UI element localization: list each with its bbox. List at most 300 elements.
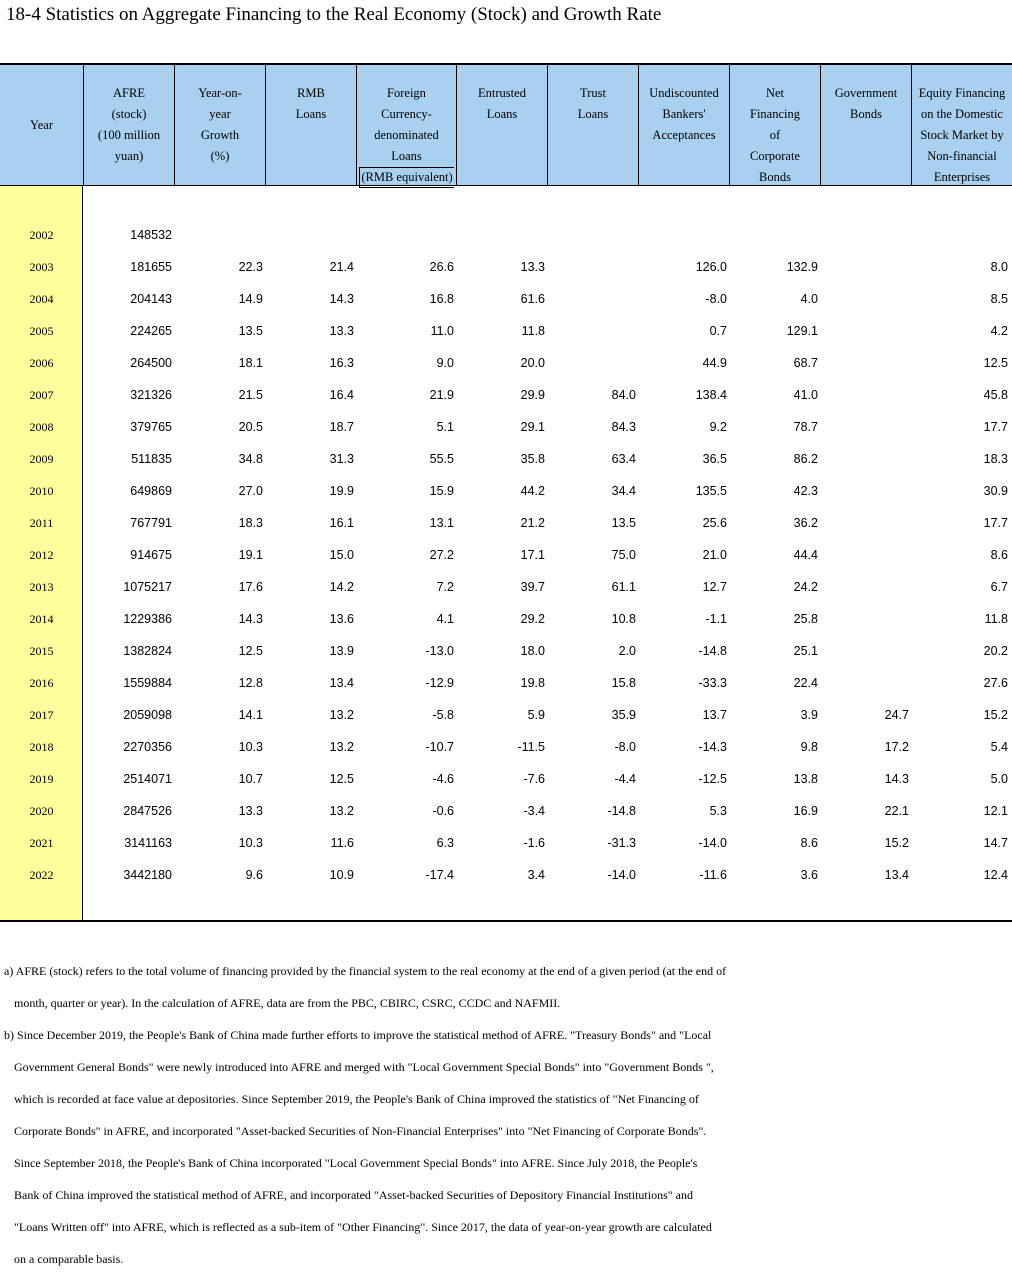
cell-bankers: 13.7 <box>702 708 727 722</box>
cell-equity: 5.0 <box>990 772 1008 786</box>
row-year: 2011 <box>29 516 54 530</box>
cell-bankers: 126.0 <box>695 260 727 274</box>
table-row <box>0 859 1012 891</box>
table-row <box>0 443 1012 475</box>
table-bottom-rule <box>0 920 1012 922</box>
cell-entrusted: 39.7 <box>520 580 545 594</box>
header-equity-line: Enterprises <box>933 170 991 184</box>
footnote-line: which is recorded at face value at depositories. Since September 2019, the People's Bank of China improved the statistics of "Net Financing of <box>14 1092 699 1106</box>
header-yoy-line: (%) <box>210 149 230 163</box>
row-year: 2013 <box>29 580 54 594</box>
cell-entrusted <box>456 219 545 251</box>
cell-bonds: 3.9 <box>800 708 818 722</box>
cell-fx <box>356 219 454 251</box>
header-equity <box>911 65 1012 185</box>
cell-bankers: -14.3 <box>698 740 727 754</box>
cell-rmb: 13.6 <box>329 612 354 626</box>
row-year: 2002 <box>29 228 54 242</box>
cell-yoy: 18.1 <box>238 356 263 370</box>
cell-trust <box>547 251 636 283</box>
row-year: 2009 <box>29 452 54 466</box>
cell-trust: 15.8 <box>611 676 636 690</box>
cell-yoy: 14.3 <box>238 612 263 626</box>
cell-trust: 84.0 <box>611 388 636 402</box>
cell-equity: 5.4 <box>990 740 1008 754</box>
cell-rmb: 10.9 <box>329 868 354 882</box>
cell-gov <box>820 507 909 539</box>
header-year-line: Year <box>29 117 54 132</box>
cell-bankers: -14.0 <box>698 836 727 850</box>
header-equity-line: on the Domestic <box>921 107 1003 121</box>
table-row <box>0 507 1012 539</box>
cell-gov: 15.2 <box>884 836 909 850</box>
table-row <box>0 827 1012 859</box>
cell-afre: 2059098 <box>123 708 172 722</box>
header-fx-line: Foreign <box>387 86 426 100</box>
cell-yoy: 14.9 <box>238 292 263 306</box>
cell-yoy: 12.5 <box>238 644 263 658</box>
cell-bonds: 16.9 <box>793 804 818 818</box>
header-rmb <box>265 65 356 185</box>
row-year: 2007 <box>29 388 54 402</box>
cell-fx: 7.2 <box>436 580 454 594</box>
cell-equity: 20.2 <box>983 644 1008 658</box>
cell-equity: 18.3 <box>983 452 1008 466</box>
cell-afre: 379765 <box>130 420 172 434</box>
cell-fx: -12.9 <box>425 676 454 690</box>
header-bankers-line: Acceptances <box>652 128 716 142</box>
cell-afre: 2847526 <box>123 804 172 818</box>
cell-fx: 26.6 <box>429 260 454 274</box>
cell-fx: 4.1 <box>436 612 454 626</box>
cell-equity: 12.4 <box>983 868 1008 882</box>
cell-trust: 61.1 <box>611 580 636 594</box>
table-row <box>0 475 1012 507</box>
cell-entrusted: 29.9 <box>520 388 545 402</box>
cell-entrusted: 19.8 <box>520 676 545 690</box>
cell-trust: 63.4 <box>611 452 636 466</box>
cell-afre: 511835 <box>131 452 172 466</box>
cell-entrusted: 44.2 <box>520 484 545 498</box>
cell-bankers: -1.1 <box>705 612 727 626</box>
cell-equity: 12.1 <box>983 804 1008 818</box>
cell-afre: 204143 <box>130 292 172 306</box>
row-year: 2022 <box>29 868 54 882</box>
cell-fx: 27.2 <box>429 548 454 562</box>
cell-fx: -4.6 <box>432 772 454 786</box>
table-row <box>0 315 1012 347</box>
cell-yoy: 9.6 <box>245 868 263 882</box>
cell-yoy: 14.1 <box>238 708 263 722</box>
statistics-table <box>0 63 1012 923</box>
cell-yoy: 34.8 <box>238 452 263 466</box>
table-row <box>0 379 1012 411</box>
cell-yoy: 22.3 <box>238 260 263 274</box>
cell-equity: 4.2 <box>990 324 1008 338</box>
cell-gov: 24.7 <box>884 708 909 722</box>
footnote-line: "Loans Written off" into AFRE, which is reflected as a sub-item of "Other Financing". Since 2017, the data of year-on-year growth are calculated <box>14 1220 712 1234</box>
cell-bonds: 3.6 <box>800 868 818 882</box>
header-fx-line: Loans <box>391 149 422 163</box>
footnote-line: month, quarter or year). In the calculation of AFRE, data are from the PBC, CBIRC, CSRC, CCDC and NAFMII. <box>14 996 561 1010</box>
cell-gov: 13.4 <box>884 868 909 882</box>
cell-bonds: 25.8 <box>793 612 818 626</box>
cell-trust: 13.5 <box>611 516 636 530</box>
cell-entrusted: -11.5 <box>517 740 545 754</box>
cell-bonds: 24.2 <box>793 580 818 594</box>
cell-trust <box>547 219 636 251</box>
header-entrusted-line: Entrusted <box>478 86 526 100</box>
cell-bonds: 13.8 <box>793 772 818 786</box>
cell-entrusted: 11.8 <box>521 324 545 338</box>
row-year: 2005 <box>29 324 54 338</box>
cell-afre: 224265 <box>130 324 172 338</box>
cell-equity: 45.8 <box>983 388 1008 402</box>
header-afre-line: AFRE <box>113 86 145 100</box>
cell-gov: 22.1 <box>884 804 909 818</box>
table-row <box>0 539 1012 571</box>
header-afre-line: (100 million <box>97 128 161 142</box>
header-fx-line: Currency- <box>381 107 432 121</box>
cell-rmb: 13.2 <box>329 804 354 818</box>
cell-bankers: 138.4 <box>695 388 727 402</box>
header-bonds-line: of <box>769 128 781 142</box>
header-yoy <box>174 65 265 185</box>
cell-fx: -0.6 <box>432 804 454 818</box>
cell-afre: 1382824 <box>123 644 172 658</box>
header-trust <box>547 65 638 185</box>
table-row <box>0 667 1012 699</box>
cell-equity: 30.9 <box>983 484 1008 498</box>
table-row <box>0 347 1012 379</box>
cell-rmb <box>265 219 354 251</box>
cell-entrusted: 20.0 <box>520 356 545 370</box>
cell-equity: 14.7 <box>983 836 1008 850</box>
cell-trust: 75.0 <box>611 548 636 562</box>
cell-afre: 914675 <box>130 548 172 562</box>
cell-entrusted: -3.4 <box>523 804 545 818</box>
header-gov <box>820 65 911 185</box>
cell-entrusted: 29.1 <box>520 420 545 434</box>
cell-rmb: 13.9 <box>329 644 354 658</box>
row-year: 2006 <box>29 356 54 370</box>
cell-afre: 2270356 <box>123 740 172 754</box>
cell-bonds: 4.0 <box>800 292 818 306</box>
header-afre-line: yuan) <box>114 149 144 163</box>
cell-gov <box>820 443 909 475</box>
cell-trust: -14.8 <box>607 804 636 818</box>
cell-entrusted: 61.6 <box>520 292 545 306</box>
cell-afre: 264500 <box>130 356 172 370</box>
table-row <box>0 283 1012 315</box>
cell-trust: 10.8 <box>611 612 636 626</box>
cell-bonds: 9.8 <box>800 740 818 754</box>
cell-equity: 8.6 <box>990 548 1008 562</box>
cell-equity: 11.8 <box>984 612 1008 626</box>
footnote-line: on a comparable basis. <box>14 1252 124 1266</box>
cell-gov <box>820 219 909 251</box>
cell-rmb: 31.3 <box>329 452 354 466</box>
cell-equity: 17.7 <box>983 420 1008 434</box>
cell-afre: 1559884 <box>123 676 172 690</box>
row-year: 2014 <box>29 612 54 626</box>
cell-gov: 14.3 <box>884 772 909 786</box>
cell-afre: 649869 <box>130 484 172 498</box>
cell-yoy: 10.3 <box>238 740 263 754</box>
header-fx-line: denominated <box>374 128 439 142</box>
cell-rmb: 13.3 <box>329 324 354 338</box>
header-entrusted-line: Loans <box>486 107 518 121</box>
header-yoy-line: Year-on- <box>198 86 242 100</box>
row-year: 2004 <box>29 292 54 306</box>
cell-rmb: 15.0 <box>329 548 354 562</box>
cell-equity: 15.2 <box>983 708 1008 722</box>
cell-rmb: 14.3 <box>329 292 354 306</box>
cell-bonds: 44.4 <box>793 548 818 562</box>
cell-bonds: 22.4 <box>793 676 818 690</box>
cell-fx: 6.3 <box>436 836 454 850</box>
cell-afre: 321326 <box>130 388 172 402</box>
cell-entrusted: 3.4 <box>527 868 545 882</box>
cell-rmb: 19.9 <box>329 484 354 498</box>
table-row <box>0 219 1012 251</box>
cell-afre: 2514071 <box>123 772 172 786</box>
cell-trust: -8.0 <box>614 740 636 754</box>
cell-bankers: -33.3 <box>698 676 727 690</box>
cell-bankers: 21.0 <box>702 548 727 562</box>
cell-bonds: 25.1 <box>793 644 818 658</box>
row-year: 2015 <box>29 644 54 658</box>
cell-bankers: 9.2 <box>709 420 727 434</box>
cell-bonds: 86.2 <box>793 452 818 466</box>
cell-gov <box>820 667 909 699</box>
cell-bankers: -14.8 <box>698 644 727 658</box>
cell-bankers: 135.5 <box>695 484 727 498</box>
header-gov-line: Bonds <box>850 107 882 121</box>
cell-fx: 9.0 <box>436 356 454 370</box>
cell-yoy: 18.3 <box>238 516 263 530</box>
cell-equity: 8.5 <box>990 292 1008 306</box>
header-yoy-line: year <box>209 107 231 121</box>
cell-entrusted: 29.2 <box>520 612 545 626</box>
cell-afre: 767791 <box>130 516 172 530</box>
cell-entrusted: -7.6 <box>523 772 545 786</box>
cell-gov <box>820 283 909 315</box>
cell-yoy: 12.8 <box>238 676 263 690</box>
table-row <box>0 251 1012 283</box>
cell-bonds: 42.3 <box>793 484 818 498</box>
table-header <box>0 65 1012 186</box>
cell-rmb: 13.2 <box>329 708 354 722</box>
header-fx-line: (RMB equivalent) <box>359 167 453 188</box>
row-year: 2017 <box>29 708 54 722</box>
cell-bankers: 0.7 <box>709 324 727 338</box>
cell-fx: -13.0 <box>425 644 454 658</box>
cell-entrusted: -1.6 <box>523 836 545 850</box>
row-year: 2020 <box>29 804 54 818</box>
cell-bankers: 25.6 <box>702 516 727 530</box>
header-bonds-line: Corporate <box>750 149 800 163</box>
footnote-line: a) AFRE (stock) refers to the total volume of financing provided by the financial system to the real economy at the end of a given period (at the end of <box>4 964 727 978</box>
cell-bankers: -12.5 <box>698 772 727 786</box>
page-title: 18-4 Statistics on Aggregate Financing to the Real Economy (Stock) and Growth Rate <box>6 4 662 25</box>
cell-afre: 3141163 <box>124 836 172 850</box>
cell-afre: 181655 <box>130 260 172 274</box>
table-row <box>0 763 1012 795</box>
cell-yoy: 27.0 <box>238 484 263 498</box>
cell-rmb: 16.3 <box>329 356 354 370</box>
cell-rmb: 11.6 <box>330 836 354 850</box>
cell-entrusted: 18.0 <box>520 644 545 658</box>
cell-fx: 5.1 <box>436 420 454 434</box>
cell-trust <box>547 315 636 347</box>
header-afre-line: (stock) <box>111 107 147 121</box>
header-equity-line: Non-financial <box>927 149 997 163</box>
cell-rmb: 16.1 <box>329 516 354 530</box>
table-row <box>0 795 1012 827</box>
cell-bonds: 132.9 <box>786 260 818 274</box>
header-entrusted <box>456 65 547 185</box>
cell-bonds: 129.1 <box>786 324 818 338</box>
row-year: 2010 <box>29 484 54 498</box>
cell-bonds: 68.7 <box>793 356 818 370</box>
cell-fx: 15.9 <box>429 484 454 498</box>
cell-fx: 11.0 <box>430 324 454 338</box>
cell-gov <box>820 315 909 347</box>
cell-gov <box>820 251 909 283</box>
cell-fx: -17.4 <box>425 868 454 882</box>
cell-equity <box>911 219 1008 251</box>
row-year: 2008 <box>29 420 54 434</box>
cell-trust: -4.4 <box>614 772 636 786</box>
cell-bankers: 36.5 <box>702 452 727 466</box>
cell-trust: -31.3 <box>607 836 636 850</box>
cell-trust: -14.0 <box>607 868 636 882</box>
cell-afre: 3442180 <box>123 868 172 882</box>
cell-fx: 55.5 <box>429 452 454 466</box>
cell-trust <box>547 283 636 315</box>
cell-gov <box>820 539 909 571</box>
cell-yoy: 19.1 <box>238 548 263 562</box>
row-year: 2019 <box>29 772 54 786</box>
cell-bonds: 78.7 <box>793 420 818 434</box>
cell-entrusted: 21.2 <box>520 516 545 530</box>
cell-gov <box>820 635 909 667</box>
header-gov-line: Government <box>834 86 898 100</box>
header-equity-line: Stock Market by <box>920 128 1004 142</box>
cell-rmb: 21.4 <box>329 260 354 274</box>
cell-entrusted: 13.3 <box>520 260 545 274</box>
cell-afre: 1229386 <box>123 612 172 626</box>
header-yoy-line: Growth <box>200 128 240 142</box>
header-trust-line: Trust <box>580 86 606 100</box>
cell-bankers: 5.3 <box>709 804 727 818</box>
cell-gov <box>820 603 909 635</box>
cell-bankers: 12.7 <box>702 580 727 594</box>
cell-bonds: 41.0 <box>793 388 818 402</box>
cell-rmb: 13.4 <box>329 676 354 690</box>
cell-rmb: 18.7 <box>329 420 354 434</box>
cell-equity: 17.7 <box>983 516 1008 530</box>
table-row <box>0 411 1012 443</box>
cell-equity: 6.7 <box>990 580 1008 594</box>
cell-equity: 27.6 <box>983 676 1008 690</box>
cell-entrusted: 35.8 <box>520 452 545 466</box>
cell-fx: 13.1 <box>429 516 454 530</box>
header-year <box>0 65 83 185</box>
cell-trust <box>547 347 636 379</box>
cell-gov <box>820 347 909 379</box>
header-bonds-line: Financing <box>750 107 800 121</box>
header-equity-line: Equity Financing <box>918 86 1006 100</box>
table-row <box>0 699 1012 731</box>
cell-rmb: 16.4 <box>329 388 354 402</box>
cell-gov <box>820 571 909 603</box>
cell-trust: 84.3 <box>611 420 636 434</box>
row-year: 2016 <box>29 676 54 690</box>
table-row <box>0 603 1012 635</box>
row-year: 2018 <box>29 740 54 754</box>
cell-yoy: 17.6 <box>238 580 263 594</box>
table-row <box>0 731 1012 763</box>
cell-bonds: 36.2 <box>793 516 818 530</box>
cell-trust: 34.4 <box>611 484 636 498</box>
footnote-line: Since September 2018, the People's Bank of China incorporated "Local Government Special Bonds" into AFRE. Since July 2018, the People's <box>14 1156 698 1170</box>
cell-entrusted: 5.9 <box>527 708 545 722</box>
cell-trust: 35.9 <box>611 708 636 722</box>
header-bonds-line: Net <box>765 86 785 100</box>
cell-entrusted: 17.1 <box>520 548 545 562</box>
cell-afre: 1075217 <box>123 580 172 594</box>
row-year: 2021 <box>29 836 54 850</box>
cell-gov <box>820 475 909 507</box>
footnote-line: Government General Bonds" were newly introduced into AFRE and merged with "Local Government Special Bonds" into "Government Bonds ", <box>14 1060 714 1074</box>
cell-gov <box>820 411 909 443</box>
cell-trust: 2.0 <box>618 644 636 658</box>
cell-bankers: -8.0 <box>705 292 727 306</box>
header-bonds-line: Bonds <box>759 170 791 184</box>
cell-yoy: 10.7 <box>238 772 263 786</box>
cell-equity: 12.5 <box>983 356 1008 370</box>
cell-bonds: 8.6 <box>800 836 818 850</box>
footnote-line: Bank of China improved the statistical method of AFRE, and incorporated "Asset-backed Securities of Depository Financial Institutions" and <box>14 1188 693 1202</box>
cell-equity: 8.0 <box>990 260 1008 274</box>
cell-yoy: 21.5 <box>238 388 263 402</box>
header-afre <box>83 65 174 185</box>
cell-fx: -5.8 <box>432 708 454 722</box>
cell-gov: 17.2 <box>884 740 909 754</box>
footnotes <box>4 955 994 1275</box>
cell-rmb: 14.2 <box>329 580 354 594</box>
header-rmb-line: RMB <box>297 86 325 100</box>
cell-gov <box>820 379 909 411</box>
header-bankers <box>638 65 729 185</box>
header-bankers-line: Undiscounted <box>649 86 719 100</box>
footnote-line: Corporate Bonds" in AFRE, and incorporated "Asset-backed Securities of Non-Financial Enterprises" into "Net Financing of Corporate Bonds". <box>14 1124 707 1138</box>
cell-fx: -10.7 <box>425 740 454 754</box>
header-bonds <box>729 65 820 185</box>
cell-yoy: 13.5 <box>238 324 263 338</box>
cell-bankers <box>638 219 727 251</box>
cell-yoy: 10.3 <box>238 836 263 850</box>
row-year: 2003 <box>29 260 54 274</box>
cell-bankers: 44.9 <box>702 356 727 370</box>
cell-rmb: 13.2 <box>329 740 354 754</box>
cell-afre: 148532 <box>130 228 172 242</box>
cell-fx: 21.9 <box>429 388 454 402</box>
row-year: 2012 <box>29 548 54 562</box>
table-row <box>0 635 1012 667</box>
